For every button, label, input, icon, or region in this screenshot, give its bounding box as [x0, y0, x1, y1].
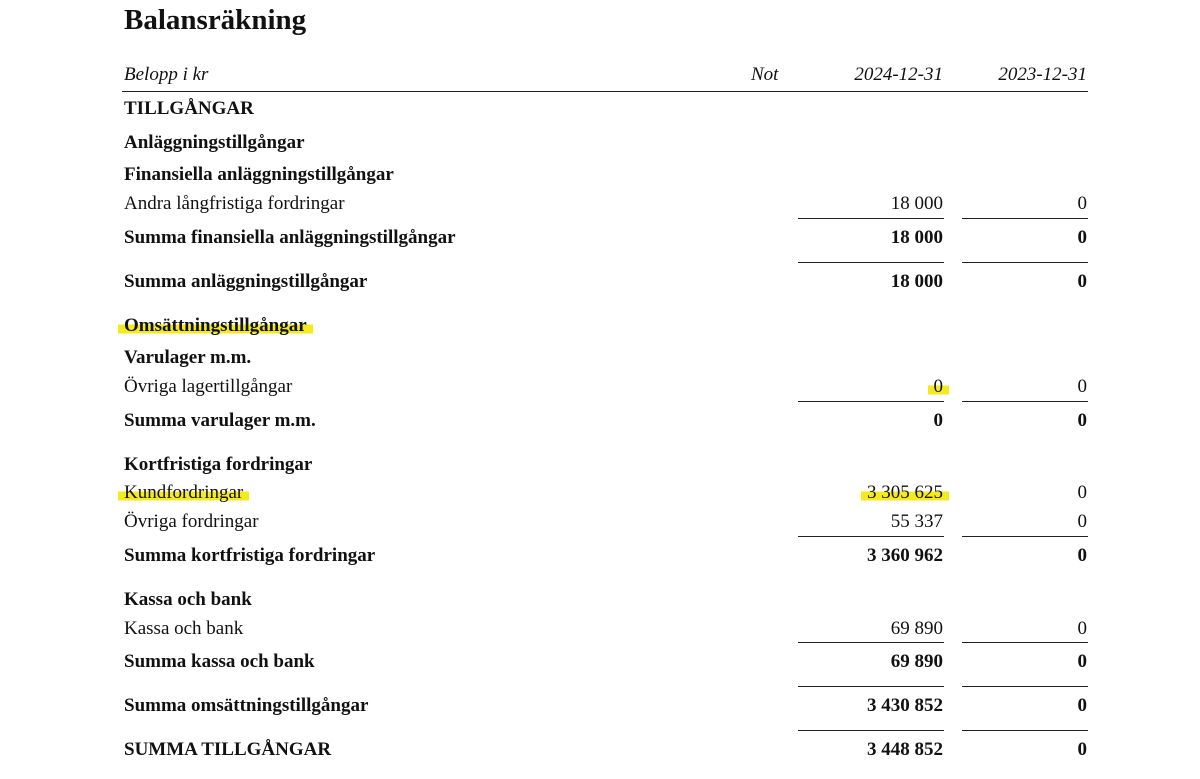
- row-label: Varulager m.m.: [124, 347, 252, 368]
- value-2024: 18 000: [890, 271, 943, 292]
- value-2024: 18 000: [890, 227, 943, 248]
- table-row: [0, 511, 1200, 537]
- row-label: Övriga fordringar: [124, 511, 259, 532]
- sum-rule: [798, 730, 944, 731]
- row-label: SUMMA TILLGÅNGAR: [124, 739, 332, 760]
- row-label: Summa finansiella anläggningstillgångar: [124, 227, 456, 248]
- sum-rule: [962, 536, 1088, 537]
- row-label: Anläggningstillgångar: [124, 132, 305, 153]
- table-row: [0, 454, 1200, 480]
- value-2023: 0: [1077, 545, 1087, 566]
- value-2023: 0: [1077, 482, 1087, 503]
- value-2023: 0: [1077, 651, 1087, 672]
- page-title: Balansräkning: [124, 4, 307, 36]
- header-note: Not: [751, 64, 779, 85]
- sum-rule: [798, 686, 944, 687]
- table-row: [0, 651, 1200, 677]
- table-row: [0, 227, 1200, 253]
- value-2024: 69 890: [890, 618, 943, 639]
- table-row: [0, 376, 1200, 402]
- sum-rule: [962, 218, 1088, 219]
- row-label: Andra långfristiga fordringar: [124, 193, 345, 214]
- table-row: [0, 271, 1200, 297]
- sum-rule: [962, 730, 1088, 731]
- row-label: Summa omsättningstillgångar: [124, 695, 369, 716]
- value-2023: 0: [1077, 376, 1087, 397]
- row-label: Kundfordringar: [124, 482, 243, 504]
- row-label: TILLGÅNGAR: [124, 98, 254, 119]
- sum-rule: [962, 686, 1088, 687]
- value-2023: 0: [1077, 410, 1087, 431]
- value-2023: 0: [1077, 511, 1087, 532]
- sum-rule: [798, 536, 944, 537]
- value-2024: 0: [934, 376, 944, 398]
- value-2023: 0: [1077, 739, 1087, 760]
- table-row: [0, 132, 1200, 158]
- value-2024: 69 890: [890, 651, 943, 672]
- sum-rule: [962, 642, 1088, 643]
- value-2024: 3 305 625: [867, 482, 943, 504]
- value-2024: 3 430 852: [867, 695, 943, 716]
- sum-rule: [962, 401, 1088, 402]
- row-label: Omsättningstillgångar: [124, 315, 307, 337]
- row-label: Kassa och bank: [124, 618, 244, 639]
- value-2024: 3 448 852: [867, 739, 943, 760]
- row-label: Kassa och bank: [124, 589, 252, 610]
- table-row: [0, 618, 1200, 644]
- sum-rule: [798, 642, 944, 643]
- row-label: Summa anläggningstillgångar: [124, 271, 368, 292]
- table-row: [0, 739, 1200, 765]
- table-row: [0, 695, 1200, 721]
- header-col-2023: 2023-12-31: [998, 64, 1087, 85]
- row-label: Finansiella anläggningstillgångar: [124, 164, 394, 185]
- sum-rule: [962, 262, 1088, 263]
- row-label: Summa kortfristiga fordringar: [124, 545, 376, 566]
- value-2024: 55 337: [890, 511, 943, 532]
- sum-rule: [798, 401, 944, 402]
- sum-rule: [798, 262, 944, 263]
- table-row: [0, 193, 1200, 219]
- value-2024: 18 000: [890, 193, 943, 214]
- header-amount-label: Belopp i kr: [124, 64, 209, 85]
- table-row: [0, 589, 1200, 615]
- table-row: [0, 482, 1200, 508]
- table-row: [0, 164, 1200, 190]
- table-row: [0, 347, 1200, 373]
- value-2023: 0: [1077, 695, 1087, 716]
- sum-rule: [798, 218, 944, 219]
- value-2023: 0: [1077, 227, 1087, 248]
- value-2024: 3 360 962: [867, 545, 943, 566]
- header-col-2024: 2024-12-31: [854, 64, 943, 85]
- row-label: Övriga lagertillgångar: [124, 376, 293, 397]
- row-label: Summa kassa och bank: [124, 651, 315, 672]
- value-2023: 0: [1077, 193, 1087, 214]
- row-label: Kortfristiga fordringar: [124, 454, 313, 475]
- value-2024: 0: [933, 410, 943, 431]
- table-row: [0, 545, 1200, 571]
- value-2023: 0: [1077, 618, 1087, 639]
- header-rule: [122, 91, 1088, 92]
- table-row: [0, 98, 1200, 124]
- value-2023: 0: [1077, 271, 1087, 292]
- table-row: [0, 410, 1200, 436]
- table-row: [0, 315, 1200, 341]
- row-label: Summa varulager m.m.: [124, 410, 316, 431]
